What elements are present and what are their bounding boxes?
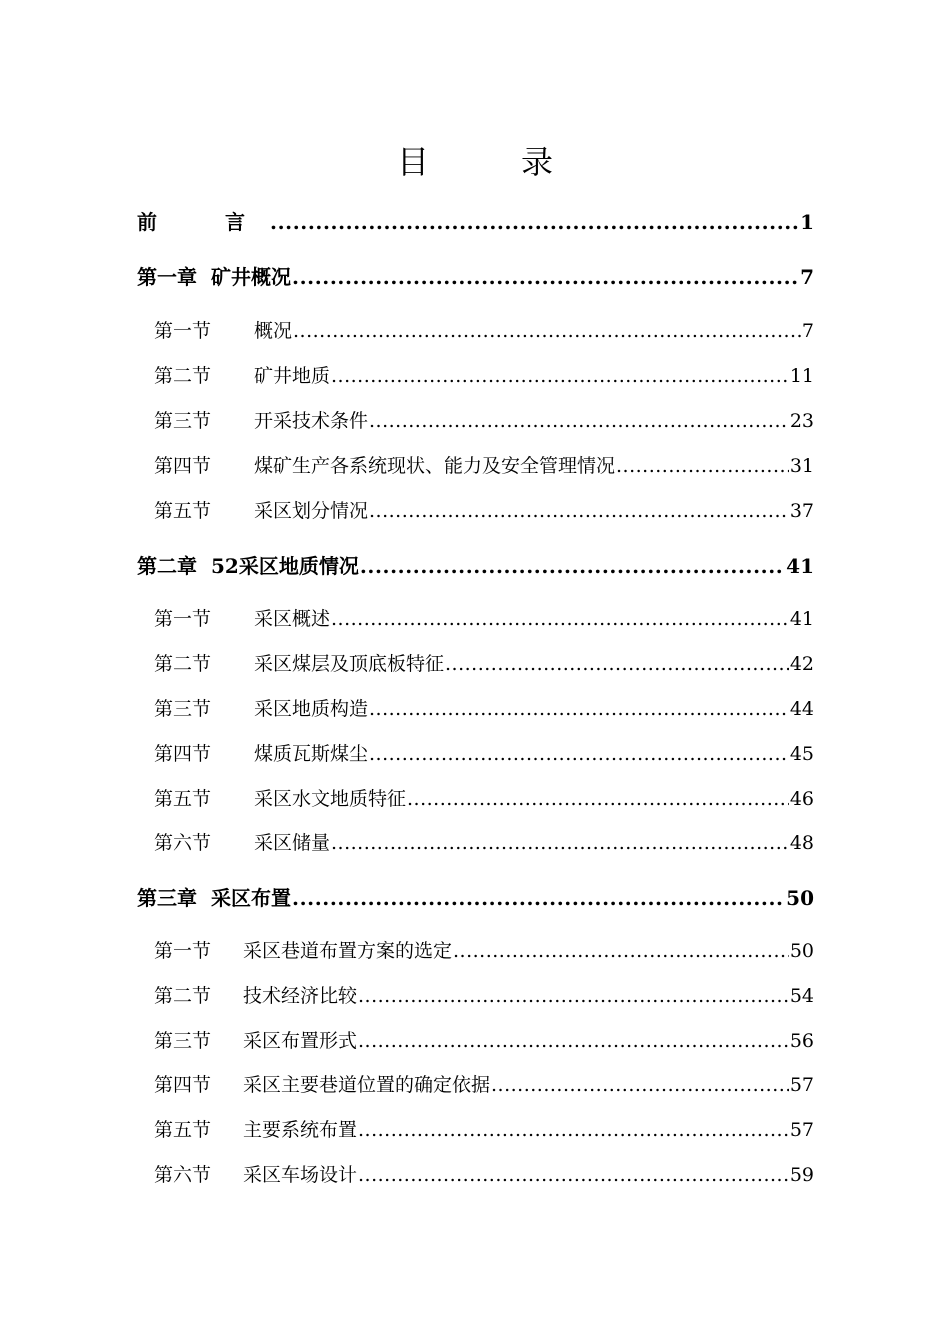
- toc-entry-number: 第一章: [137, 265, 197, 289]
- toc-entry-page: 50: [789, 940, 814, 962]
- toc-entry-section[interactable]: [154, 981, 814, 1008]
- toc-entry-page: 23: [789, 410, 814, 432]
- toc-leader-dots: [453, 940, 789, 962]
- toc-entry-page: 59: [789, 1164, 814, 1186]
- toc-entry-section[interactable]: [154, 604, 814, 631]
- toc-entry-page: 37: [789, 500, 814, 522]
- toc-leader-dots: [270, 210, 799, 234]
- toc-entry-section[interactable]: [154, 649, 814, 676]
- toc-entry-section[interactable]: [154, 936, 814, 963]
- toc-entry-page: 57: [789, 1074, 814, 1096]
- toc-entry-page: 48: [789, 832, 814, 854]
- toc-entry-number: 第一节: [154, 608, 212, 630]
- toc-entry-page: 41: [786, 554, 814, 578]
- toc-entry-section[interactable]: [154, 1115, 814, 1142]
- toc-leader-dots: [616, 455, 789, 477]
- toc-entry-section[interactable]: [154, 828, 814, 855]
- toc-entry-number: 第三节: [154, 1030, 212, 1052]
- toc-entry-section[interactable]: [154, 694, 814, 721]
- toc-leader-dots: [369, 743, 789, 765]
- toc-entry-label: 技术经济比较: [243, 985, 358, 1007]
- toc-entry-label: 采区巷道布置方案的选定: [243, 940, 453, 962]
- toc-leader-dots: [358, 1119, 789, 1141]
- toc-entry-number: 第二节: [154, 985, 212, 1007]
- toc-leader-dots: [445, 653, 789, 675]
- toc-entry-page: 46: [789, 788, 814, 810]
- toc-leader-dots: [331, 365, 789, 387]
- toc-entry-label: 采区地质构造: [254, 698, 369, 720]
- toc-entry-section[interactable]: [154, 1160, 814, 1187]
- toc-entry-label: 采区主要巷道位置的确定依据: [243, 1074, 491, 1096]
- toc-entry-label: 采区水文地质特征: [254, 788, 407, 810]
- toc-entry-section[interactable]: [154, 739, 814, 766]
- toc-entry-number: 第二节: [154, 365, 212, 387]
- toc-entry-label: 矿井地质: [254, 365, 331, 387]
- toc-entry-section[interactable]: [154, 784, 814, 811]
- toc-entry-page: 45: [789, 743, 814, 765]
- toc-leader-dots: [358, 1030, 789, 1052]
- toc-entry-page: 41: [789, 608, 814, 630]
- toc-entry-page: 42: [789, 653, 814, 675]
- toc-leader-dots: [491, 1074, 789, 1096]
- toc-entry-label: 采区划分情况: [254, 500, 369, 522]
- toc-leader-dots: [331, 608, 789, 630]
- toc-entry-page: 7: [801, 320, 814, 342]
- toc-entry-page: 31: [789, 455, 814, 477]
- toc-entry-label: 采区布置: [211, 886, 291, 910]
- toc-leader-dots: [292, 265, 799, 289]
- toc-entry-number: 第四节: [154, 1074, 212, 1096]
- toc-entry-label: 概况: [254, 320, 293, 342]
- toc-entry-number: 第一节: [154, 320, 212, 342]
- toc-entry-section[interactable]: [154, 1026, 814, 1053]
- toc-entry-page: 57: [789, 1119, 814, 1141]
- toc-entry-number: 第一节: [154, 940, 212, 962]
- toc-entry-chapter-1[interactable]: [137, 261, 814, 290]
- toc-entry-number: 第三节: [154, 698, 212, 720]
- toc-entry-page: 1: [800, 210, 814, 234]
- toc-entry-chapter-3[interactable]: [137, 882, 814, 911]
- toc-entry-page: 56: [789, 1030, 814, 1052]
- page-title-char-1: 目: [396, 143, 521, 181]
- toc-leader-dots: [358, 1164, 789, 1186]
- toc-entry-label: 煤矿生产各系统现状、能力及安全管理情况: [254, 455, 616, 477]
- toc-entry-number: 第四节: [154, 455, 212, 477]
- toc-entry-section[interactable]: [154, 451, 814, 478]
- toc-entry-label: 采区布置形式: [243, 1030, 358, 1052]
- toc-leader-dots: [360, 554, 785, 578]
- toc-entry-chapter-2[interactable]: [137, 550, 814, 579]
- toc-entry-page: 11: [789, 365, 814, 387]
- toc-entry-number: 第三节: [154, 410, 212, 432]
- toc-entry-number: 第五节: [154, 788, 212, 810]
- toc-entry-number: 第四节: [154, 743, 212, 765]
- toc-entry-section[interactable]: [154, 361, 814, 388]
- toc-leader-dots: [331, 832, 789, 854]
- toc-entry-number: 第五节: [154, 500, 212, 522]
- toc-entry-label: 开采技术条件: [254, 410, 369, 432]
- toc-entry-number: 第三章: [137, 886, 197, 910]
- toc-leader-dots: [358, 985, 789, 1007]
- toc-entry-label: 52采区地质情况: [211, 554, 359, 578]
- toc-leader-dots: [369, 500, 789, 522]
- page-title-char-2: 录: [521, 143, 646, 181]
- toc-entry-label: 主要系统布置: [243, 1119, 358, 1141]
- toc-entry-preface[interactable]: [137, 206, 814, 235]
- toc-entry-label: 前 言: [137, 210, 269, 234]
- toc-entry-number: 第六节: [154, 1164, 212, 1186]
- toc-leader-dots: [293, 320, 801, 342]
- toc-entry-number: 第五节: [154, 1119, 212, 1141]
- toc-entry-label: 采区煤层及顶底板特征: [254, 653, 445, 675]
- toc-entry-section[interactable]: [154, 316, 814, 343]
- toc-leader-dots: [292, 886, 785, 910]
- toc-leader-dots: [407, 788, 789, 810]
- toc-leader-dots: [369, 698, 789, 720]
- toc-entry-label: 采区储量: [254, 832, 331, 854]
- toc-entry-label: 采区概述: [254, 608, 331, 630]
- toc-entry-label: 采区车场设计: [243, 1164, 358, 1186]
- toc-entry-label: 煤质瓦斯煤尘: [254, 743, 369, 765]
- toc-entry-section[interactable]: [154, 1070, 814, 1097]
- toc-entry-page: 54: [789, 985, 814, 1007]
- toc-entry-number: 第二章: [137, 554, 197, 578]
- toc-entry-section[interactable]: [154, 496, 814, 523]
- toc-leader-dots: [369, 410, 789, 432]
- page-title: [0, 140, 950, 184]
- toc-entry-page: 7: [800, 265, 814, 289]
- toc-entry-number: 第六节: [154, 832, 212, 854]
- toc-entry-label: 矿井概况: [211, 265, 291, 289]
- toc-entry-page: 50: [786, 886, 814, 910]
- toc-entry-page: 44: [789, 698, 814, 720]
- toc-entry-section[interactable]: [154, 406, 814, 433]
- toc-entry-number: 第二节: [154, 653, 212, 675]
